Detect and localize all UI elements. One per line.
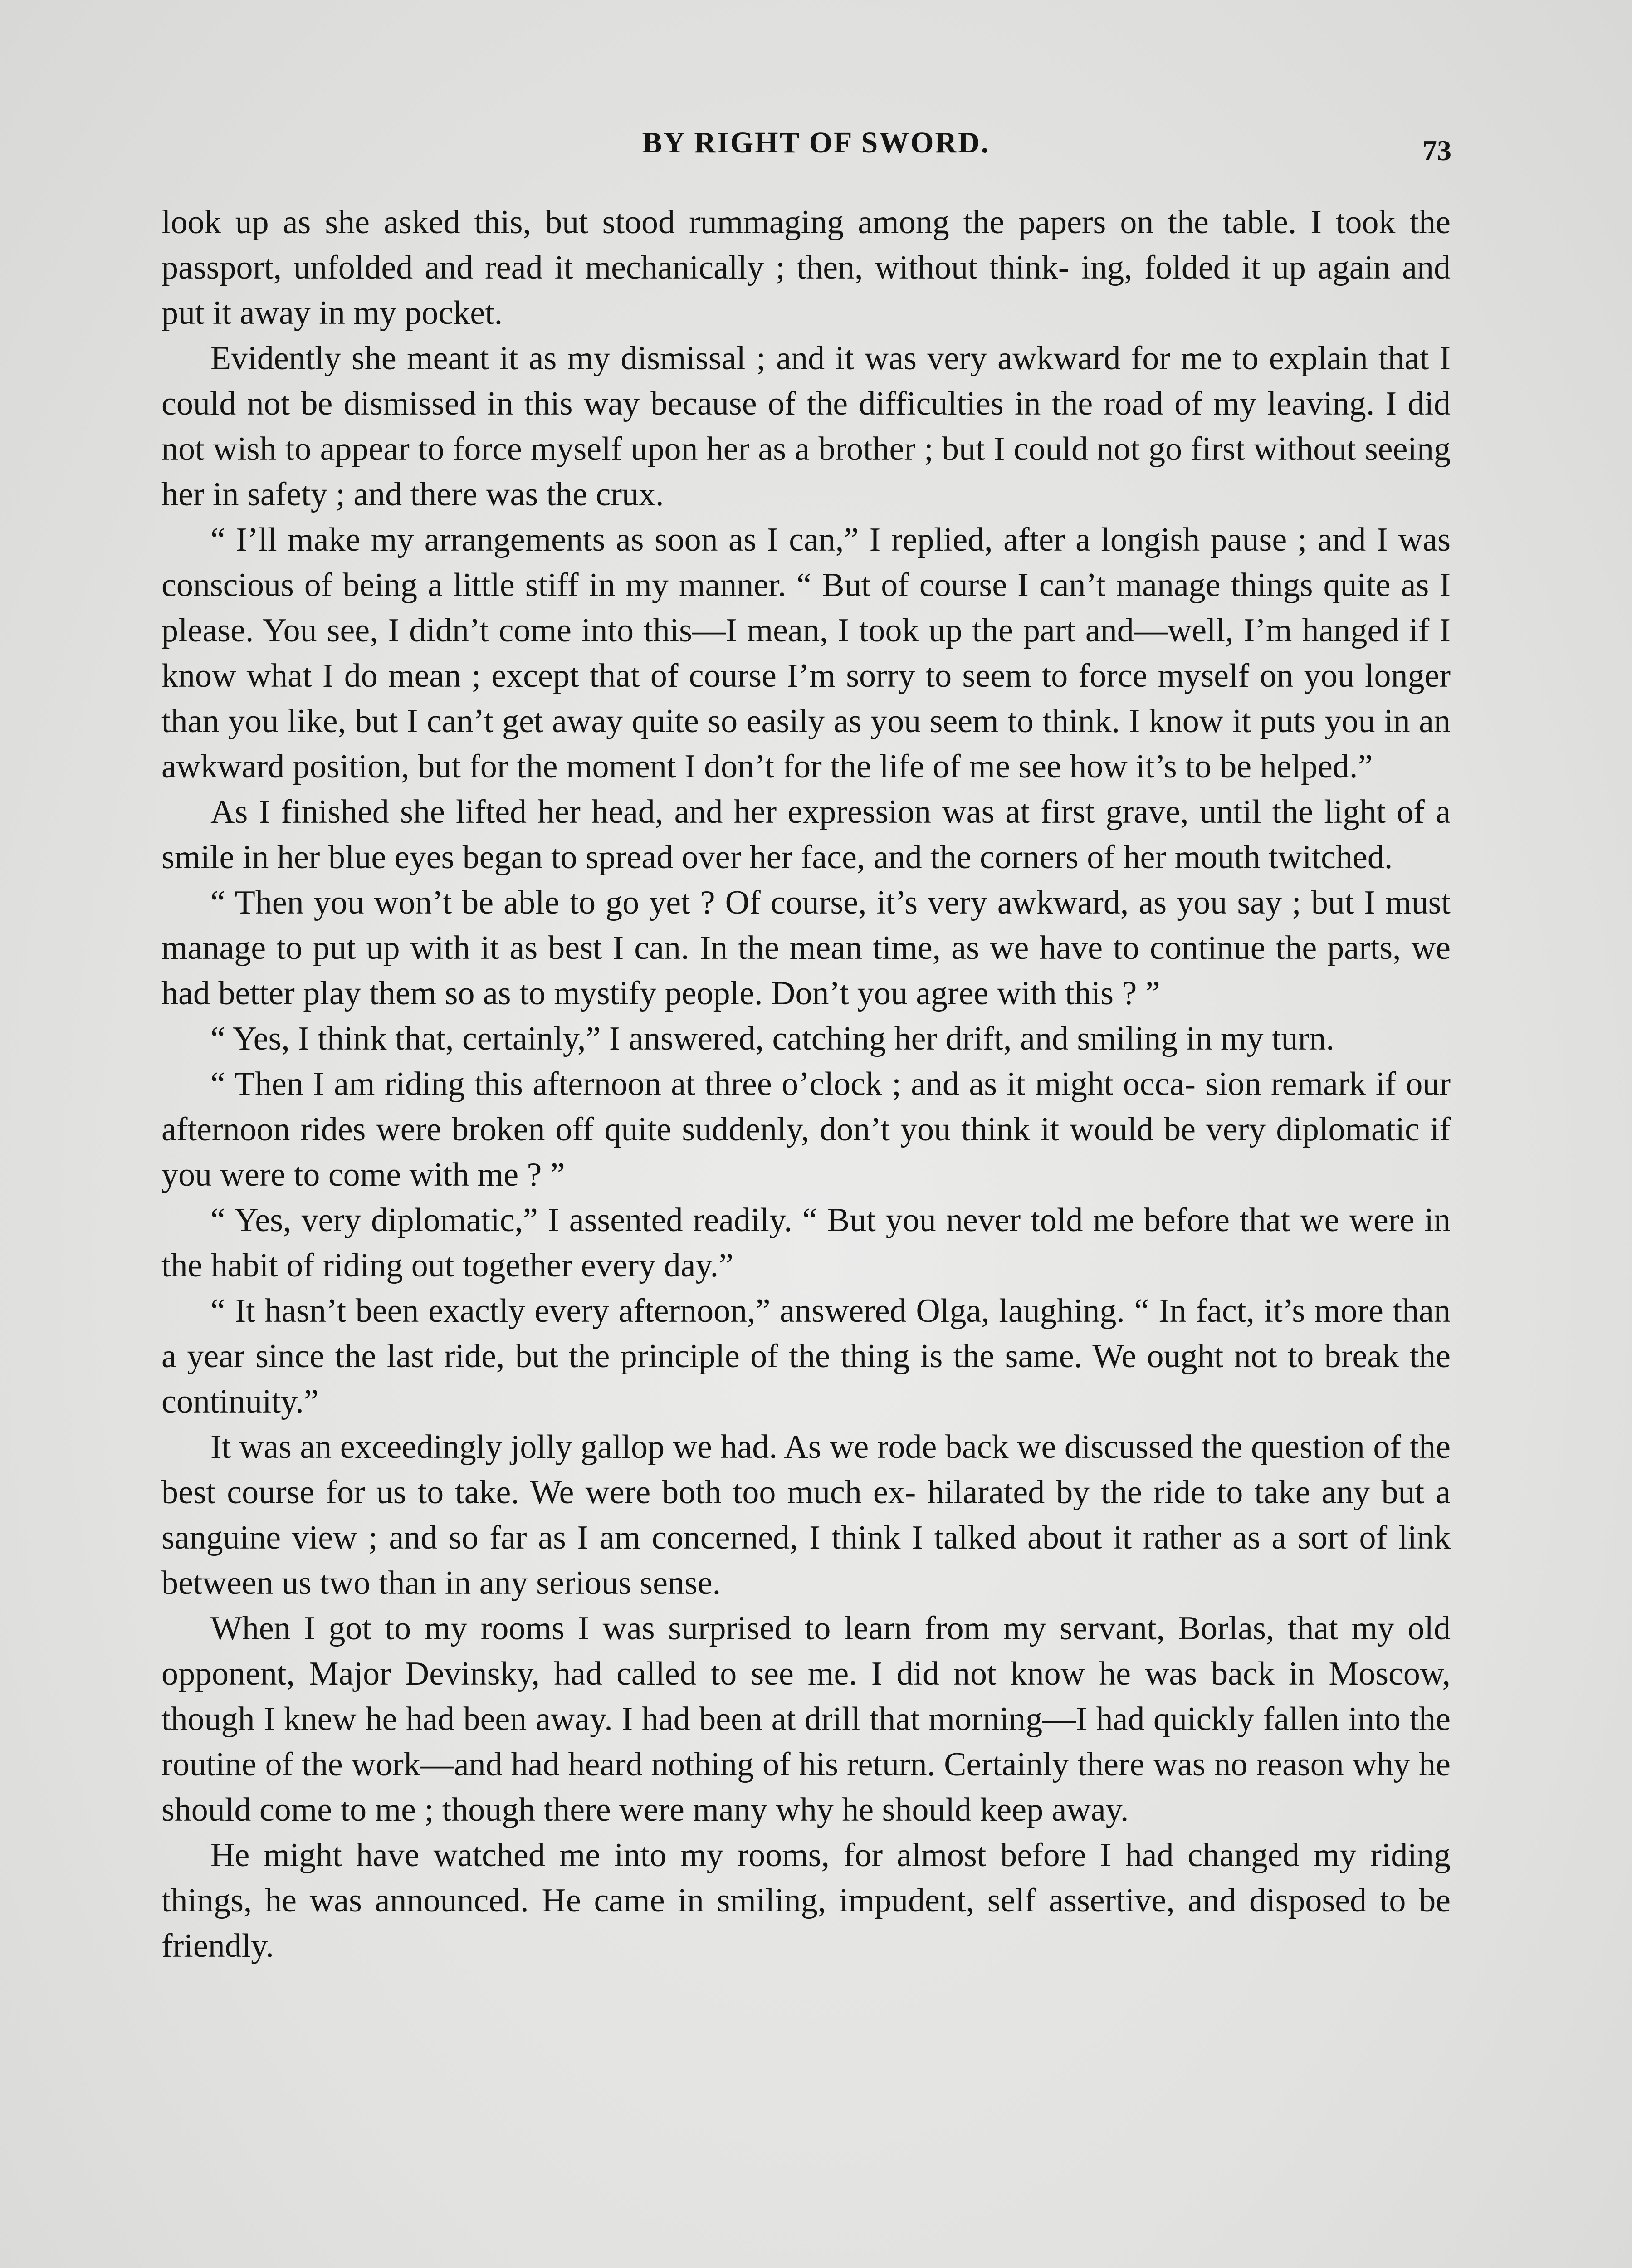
paragraph: “ I’ll make my arrangements as soon as I can,” I replied, after a longish pause ; and I was conscious of being a little stiff in my manner. “ But of course I can’t manage things quite as I please. You see, I didn’t come into this—I mean, I took up the part and—well, I’m hanged if I know what I do mean ; except that of course I’m sorry to seem to force myself on you longer than you like, but I can’t get away quite so easily as you seem to think. I know it puts you in an awkward position, but for the moment I don’t for the life of me see how it’s to be helped.” <box>161 521 1451 785</box>
paragraph: “ Yes, very diplomatic,” I assented readily. “ But you never told me before that we were in the habit of riding out together every day.” <box>161 1202 1451 1284</box>
paragraph: look up as she asked this, but stood rummaging among the papers on the table. I took the passport, unfolded and read it mechanically ; then, without think- ing, folded it up again and put it away in my pocket. <box>161 204 1451 332</box>
paragraph: It was an exceedingly jolly gallop we had. As we rode back we discussed the question of the best course for us to take. We were both too much ex- hilarated by the ride to take any but a sanguine view ; and so far as I am concerned, I think I talked about it rather as a sort of link between us two than in any serious sense. <box>161 1428 1451 1602</box>
paragraph: “ It hasn’t been exactly every afternoon,” answered Olga, laughing. “ In fact, it’s more than a year since the last ride, but the principle of the thing is the same. We ought not to break the continuity.” <box>161 1292 1451 1420</box>
paragraph: He might have watched me into my rooms, for almost before I had changed my riding things, he was announced. He came in smiling, impudent, self assertive, and disposed to be friendly. <box>161 1837 1451 1965</box>
paragraph: “ Then you won’t be able to go yet ? Of course, it’s very awkward, as you say ; but I must manage to put up with it as best I can. In the mean time, as we have to continue the parts, we had better play them so as to mystify people. Don’t you agree with this ? ” <box>161 884 1451 1012</box>
paragraph: “ Yes, I think that, certainly,” I answered, catching her drift, and smiling in my turn. <box>210 1020 1334 1057</box>
paragraph: As I finished she lifted her head, and her expression was at first grave, until the light of a smile in her blue eyes began to spread over her face, and the corners of her mouth twitched. <box>161 793 1451 876</box>
body-text <box>161 200 1451 1969</box>
paragraph: Evidently she meant it as my dismissal ; and it was very awkward for me to explain that I could not be dismissed in this way because of the difficulties in the road of my leaving. I did not wish to appear to force myself upon her as a brother ; but I could not go first without seeing her in safety ; and there was the crux. <box>161 340 1451 513</box>
paragraph: When I got to my rooms I was surprised to learn from my servant, Borlas, that my old opponent, Major Devinsky, had called to see me. I did not know he was back in Moscow, though I knew he had been away. I had been at drill that morning—I had quickly fallen into the routine of the work—and had heard nothing of his return. Certainly there was no reason why he should come to me ; though there were many why he should keep away. <box>161 1610 1451 1828</box>
paragraph: “ Then I am riding this afternoon at three o’clock ; and as it might occa- sion remark if our afternoon rides were broken off quite suddenly, don’t you think it would be very diplomatic if you were to come with me ? ” <box>161 1066 1451 1193</box>
running-head: BY RIGHT OF SWORD. <box>642 126 990 159</box>
page-number: 73 <box>1422 134 1451 166</box>
